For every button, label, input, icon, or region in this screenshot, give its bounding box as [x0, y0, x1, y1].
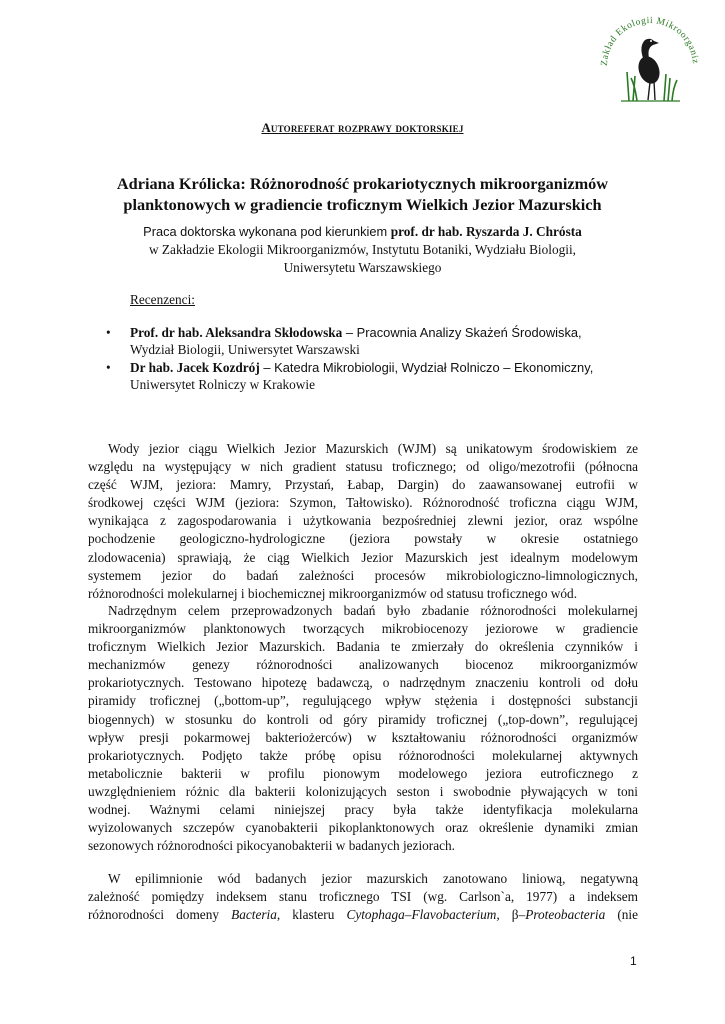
document-heading: Autoreferat rozprawy doktorskiej	[261, 121, 464, 135]
taxon-name: Cytophaga–Flavobacterium,	[346, 907, 500, 923]
supervision-university: Uniwersytetu Warszawskiego	[283, 260, 442, 275]
text-line: prokariotycznych. Testowano hipotezę badawczą, o nadrzędnym znaczeniu kontroli od dołu	[88, 675, 638, 691]
heron-icon	[635, 39, 663, 100]
body-paragraph-1	[88, 440, 638, 603]
bullet-icon: •	[106, 360, 111, 375]
text-line: zależność pomiędzy indeksem stanu troficznego TSI (wg. Carlson`a, 1977) a indeksem	[88, 889, 638, 905]
department-logo	[585, 6, 715, 114]
text-line: Nadrzędnym celem przeprowadzonych badań było zbadanie różnorodności molekularnej	[108, 603, 638, 618]
text-line: uwzględnieniem różnic dla bakterii kolonizujących seston i swobodnie pływających w toni	[88, 783, 638, 799]
reviewers-label: Recenzenci:	[130, 292, 195, 307]
body-paragraph-2	[88, 602, 638, 855]
text-line: zlodowacenia) sprawiają, że ciąg Wielkich Jezior Mazurskich jest idealnym modelowym	[88, 549, 638, 565]
text-line: piramidy troficznej („bottom-up”, regulującego wpływ stężenia i dostępności substancji	[88, 693, 638, 709]
text-line: wodnej. Ważnymi celami niniejszej pracy była także identyfikacja molekularna	[88, 802, 638, 818]
text-run: , klasteru	[276, 907, 347, 923]
taxon-name: Bacteria	[231, 907, 277, 923]
reviewer-faculty: Wydział Biologii, Uniwersytet Warszawski	[130, 342, 360, 357]
text-line: różnorodności molekularnej i biochemicznej mikroorganizmów od statusu troficznego wód.	[88, 585, 578, 601]
reviewer-faculty: Uniwersytet Rolniczy w Krakowie	[130, 377, 316, 392]
page-number: 1	[630, 954, 637, 968]
taxon-name: Proteobacteria	[525, 907, 606, 923]
text-line: mechanizmów genezy różnorodności analizowanych biocenoz mikroorganizmów	[88, 657, 638, 673]
reviewers-list	[106, 324, 646, 394]
text-line: względu na występujący w nich gradient statusu troficznego; od oligo/mezotrofii (północna	[88, 459, 638, 475]
text-line: wyizolowanych szczepów cyanobakterii pikoplanktonowych oraz określenie dynamiki zmian	[88, 820, 638, 836]
text-line: Wody jezior ciągu Wielkich Jezior Mazurskich (WJM) są unikatowym środowiskiem ze	[108, 441, 638, 456]
text-line: środkowej części WJM (jeziora: Szymon, Tałtowisko). Różnorodność troficzna ciągu WJM,	[88, 495, 638, 511]
text-line: metabolicznie bakterii w profilu pionowym modelowego jeziora eutroficznego z	[88, 765, 638, 781]
reviewer-name: Dr hab. Jacek Kozdrój	[130, 360, 260, 375]
thesis-title	[84, 173, 641, 215]
text-run: (nie	[605, 907, 638, 923]
thesis-title-line-2: planktonowych w gradiencie troficznym Wielkich Jezior Mazurskich	[123, 195, 602, 214]
supervision-info	[84, 223, 641, 277]
reviewer-item	[106, 324, 646, 358]
body-paragraph-3	[88, 870, 638, 924]
text-line: pochodzenie geologiczno-hydrologiczne (jeziora powstały w okresie ostatniego	[88, 531, 638, 547]
text-line: biogennych) w stosunku do kontroli od góry piramidy troficznej („top-down”, regulującej	[88, 711, 638, 727]
text-run: różnorodności domeny	[88, 907, 232, 923]
text-line: W epilimnionie wód badanych jezior mazurskich zanotowano liniową, negatywną	[108, 871, 638, 886]
text-line: sezonowych różnorodności pikocyanobakterii w badanych jeziorach.	[88, 838, 456, 854]
text-line	[88, 906, 638, 924]
text-line: prokariotycznych. Podjęto także próbę opisu różnorodności molekularnej aktywnych	[88, 747, 638, 763]
logo-graphic	[585, 6, 715, 114]
reviewer-unit: – Pracownia Analizy Skażeń Środowiska,	[342, 325, 582, 340]
logo-ring-text: Zakład Ekologii Mikroorganiz	[599, 15, 700, 67]
text-run: β–	[499, 907, 526, 923]
thesis-title-line-1: Adriana Królicka: Różnorodność prokariotycznych mikroorganizmów	[116, 174, 609, 193]
supervision-unit: w Zakładzie Ekologii Mikroorganizmów, Instytutu Botaniki, Wydziału Biologii,	[149, 242, 576, 257]
text-line: troficznym Wielkich Jezior Mazurskich. Badania te zmierzały do określenia czynników i	[88, 639, 638, 655]
reviewer-item	[106, 359, 646, 393]
text-line: mikroorganizmów planktonowych tworzących mikrobiocenozy jeziorowe w gradiencie	[88, 621, 638, 637]
reviewer-unit: – Katedra Mikrobiologii, Wydział Rolniczo – Ekonomiczny,	[259, 360, 594, 375]
text-line: wynikająca z zagospodarowania i użytkowania bezpośredniej zlewni jezior, oraz wspólne	[88, 513, 638, 529]
text-line: wpływ presji pokarmowej bakteriożerców) w kształtowaniu różnorodności organizmów	[88, 729, 638, 745]
reviewer-name: Prof. dr hab. Aleksandra Skłodowska	[130, 325, 343, 340]
text-line: systemem jezior do badań zależności procesów mikrobiologiczno-limnologicznych,	[88, 567, 638, 583]
supervision-lead: Praca doktorska wykonana pod kierunkiem	[143, 224, 391, 239]
supervisor-name: prof. dr hab. Ryszarda J. Chrósta	[390, 224, 582, 239]
bullet-icon: •	[106, 325, 111, 340]
text-line: część WJM, jeziora: Mamry, Przystań, Łabap, Dargin) do zaawansowanej eutrofii w	[88, 477, 638, 493]
